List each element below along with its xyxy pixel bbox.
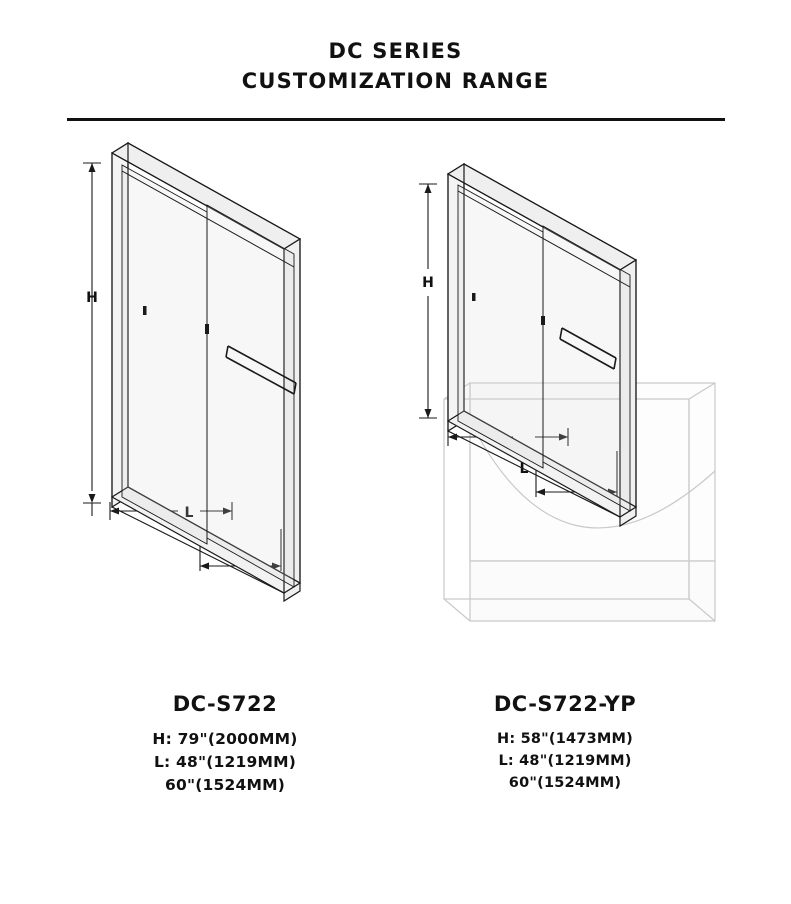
page-title-line2: CUSTOMIZATION RANGE — [241, 69, 550, 93]
spec-height-left: H: 79"(2000MM) — [152, 730, 298, 748]
drawing-dc-s722-yp — [419, 164, 715, 621]
height-label-right: H — [422, 275, 434, 291]
diagram-area — [0, 121, 791, 681]
spec-height-right: H: 58"(1473MM) — [497, 731, 633, 747]
caption-dc-s722-yp — [400, 692, 730, 794]
spec-length-left: L: 48"(1219MM) — [153, 753, 297, 771]
length-label-right: L — [519, 461, 529, 477]
spec-length-right: L: 48"(1219MM) — [498, 753, 632, 769]
length-label-left: L — [184, 505, 194, 521]
height-dimension-left — [83, 163, 101, 516]
technical-drawings — [0, 121, 791, 681]
page-header — [0, 0, 791, 121]
height-label-left: H — [86, 290, 98, 306]
captions-area — [0, 692, 791, 832]
model-name-right: DC-S722-YP — [493, 692, 637, 716]
caption-dc-s722 — [60, 692, 390, 797]
spec-length-alt-right: 60"(1524MM) — [508, 775, 622, 791]
page-title-line1: DC SERIES — [328, 39, 463, 63]
model-name-left: DC-S722 — [172, 692, 278, 716]
height-dimension-right — [419, 184, 437, 418]
drawing-dc-s722 — [83, 143, 300, 601]
spec-length-alt-left: 60"(1524MM) — [164, 776, 285, 794]
